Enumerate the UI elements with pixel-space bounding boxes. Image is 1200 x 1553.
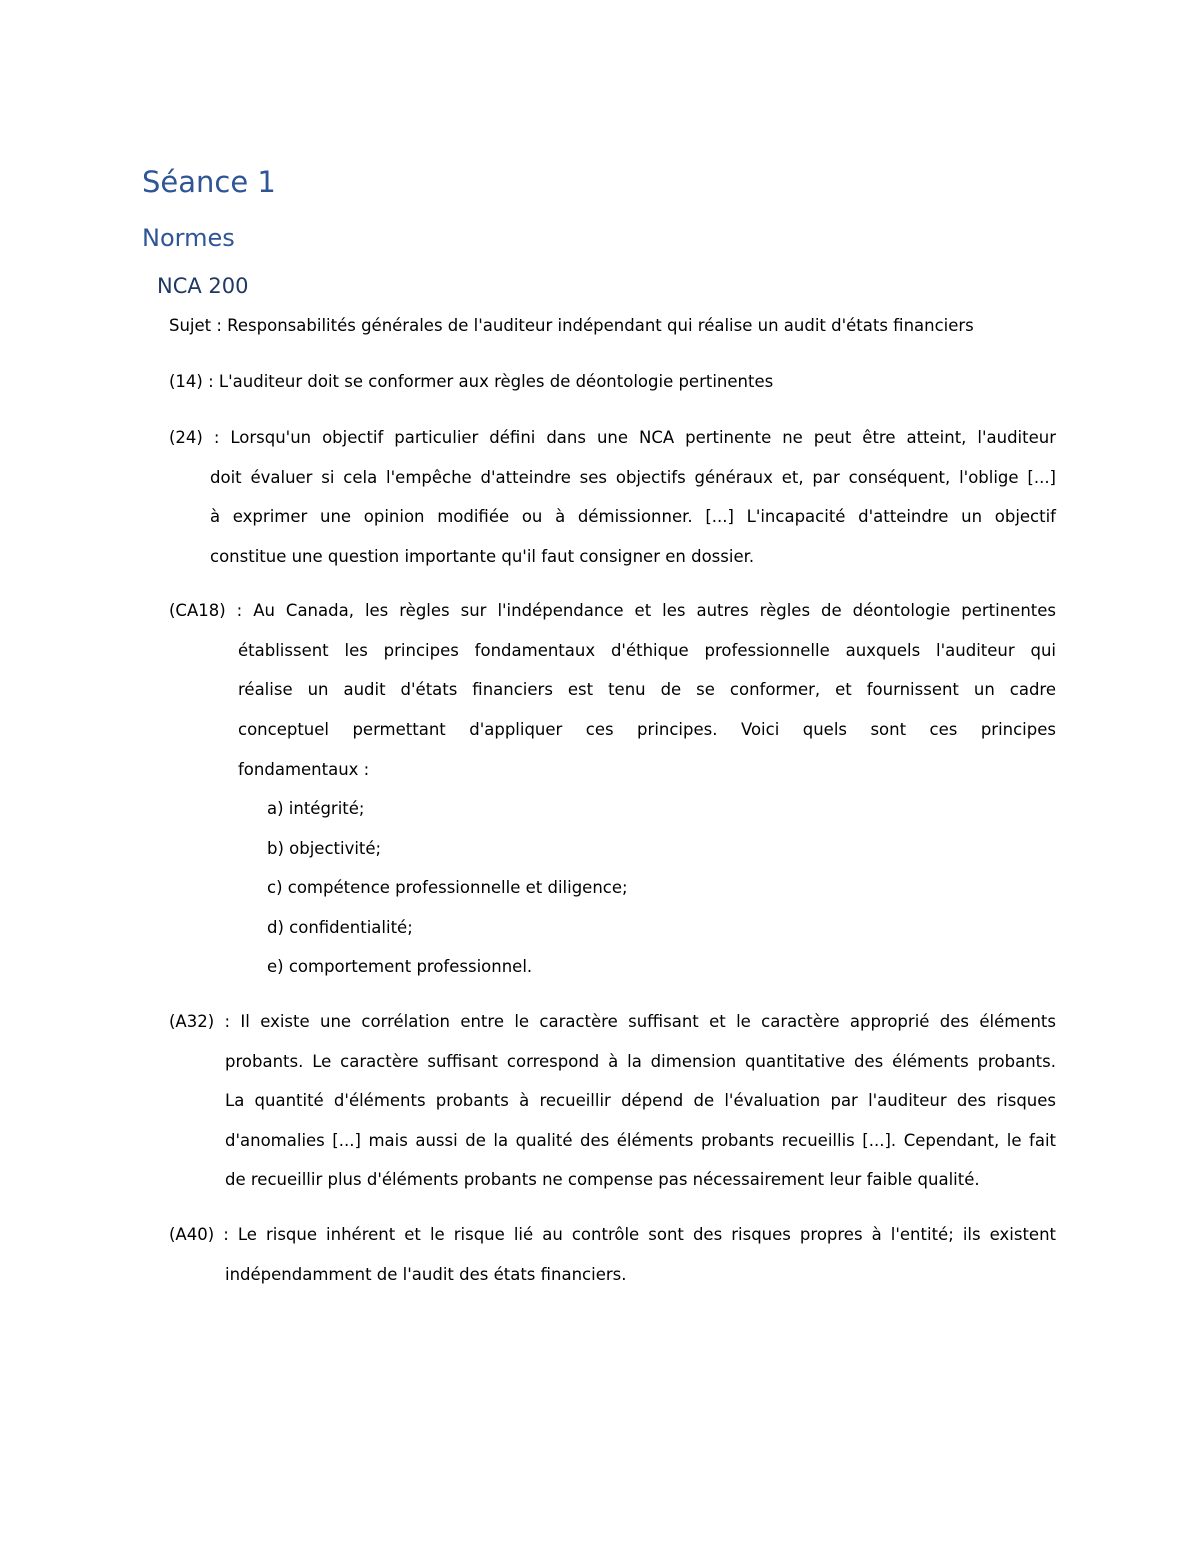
- paragraph-a40-line-1: (A40) : Le risque inhérent et le risque lié au contrôle sont des risques propres à l'entité; ils existent: [169, 1225, 1056, 1244]
- paragraph-24-line-1: (24) : Lorsqu'un objectif particulier défini dans une NCA pertinente ne peut être atteint, l'auditeur: [169, 428, 1056, 447]
- paragraph-ca18-line-3: réalise un audit d'états financiers est tenu de se conformer, et fournissent un cadre: [238, 680, 1056, 699]
- paragraph-a32-line-4: d'anomalies [...] mais aussi de la qualité des éléments probants recueillis [...]. Cependant, le fait: [225, 1131, 1056, 1150]
- paragraph-24-line-3: à exprimer une opinion modifiée ou à démissionner. [...] L'incapacité d'atteindre un objectif: [210, 507, 1056, 526]
- list-item: b) objectivité;: [267, 839, 382, 858]
- paragraph-24-line-4: constitue une question importante qu'il faut consigner en dossier.: [210, 547, 755, 566]
- paragraph-24-line-2: doit évaluer si cela l'empêche d'atteindre ses objectifs généraux et, par conséquent, l'oblige [...]: [210, 468, 1056, 487]
- paragraph-a32-line-1: (A32) : Il existe une corrélation entre le caractère suffisant et le caractère approprié des éléments: [169, 1012, 1056, 1031]
- section-heading: Normes: [142, 224, 235, 252]
- paragraph-a32-line-3: La quantité d'éléments probants à recueillir dépend de l'évaluation par l'auditeur des risques: [225, 1091, 1056, 1110]
- list-item: e) comportement professionnel.: [267, 957, 533, 976]
- list-item: c) compétence professionnelle et diligence;: [267, 878, 628, 897]
- paragraph-a40-line-2: indépendamment de l'audit des états financiers.: [225, 1265, 627, 1284]
- subsection-heading: NCA 200: [157, 274, 249, 298]
- list-item: a) intégrité;: [267, 799, 365, 818]
- paragraph-ca18-line-1: (CA18) : Au Canada, les règles sur l'indépendance et les autres règles de déontologie pertinentes: [169, 601, 1056, 620]
- paragraph-ca18-line-2: établissent les principes fondamentaux d'éthique professionnelle auxquels l'auditeur qui: [238, 641, 1056, 660]
- paragraph-14-line-1: (14) : L'auditeur doit se conformer aux règles de déontologie pertinentes: [169, 372, 774, 391]
- subject-line: Sujet : Responsabilités générales de l'auditeur indépendant qui réalise un audit d'états financiers: [169, 316, 974, 335]
- paragraph-ca18-line-4: conceptuel permettant d'appliquer ces principes. Voici quels sont ces principes: [238, 720, 1056, 739]
- page-title: Séance 1: [142, 165, 276, 199]
- list-item: d) confidentialité;: [267, 918, 413, 937]
- paragraph-ca18-line-5: fondamentaux :: [238, 760, 370, 779]
- paragraph-a32-line-5: de recueillir plus d'éléments probants ne compense pas nécessairement leur faible qualité.: [225, 1170, 980, 1189]
- paragraph-a32-line-2: probants. Le caractère suffisant correspond à la dimension quantitative des éléments probants.: [225, 1052, 1056, 1071]
